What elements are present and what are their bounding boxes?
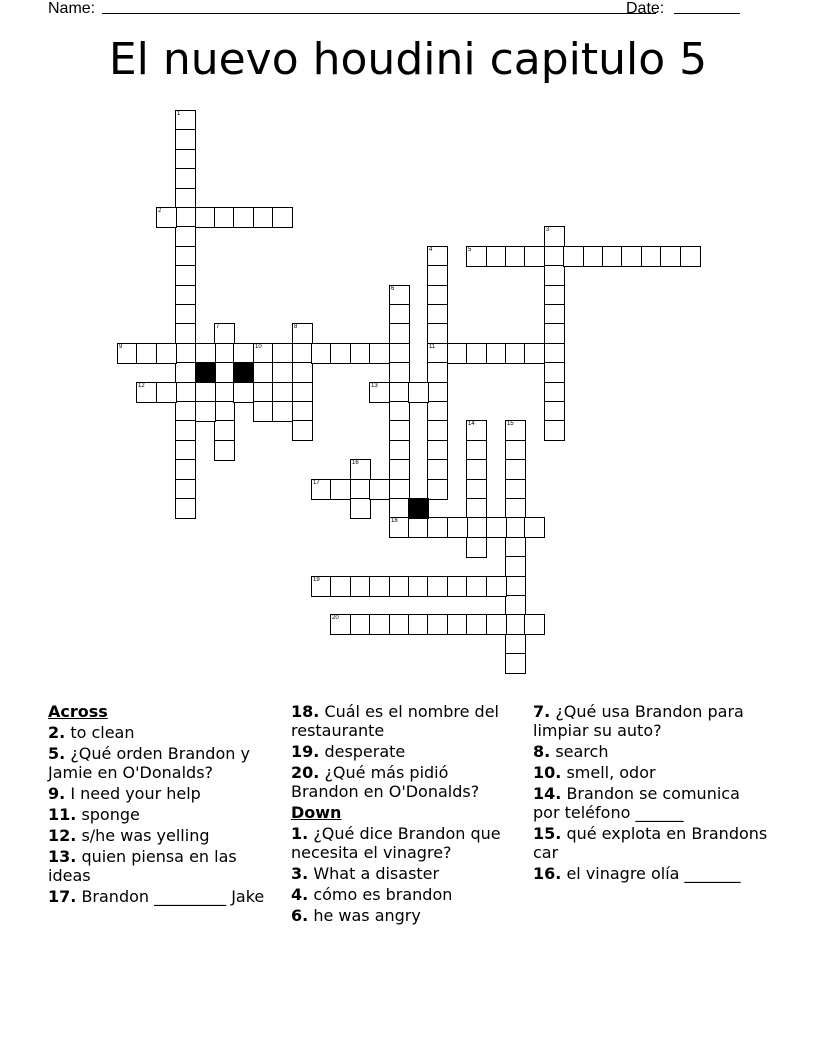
grid-cell[interactable]: [369, 576, 390, 597]
grid-cell[interactable]: [214, 343, 235, 364]
grid-cell[interactable]: [175, 188, 196, 209]
grid-cell[interactable]: [524, 246, 545, 267]
clue-number-label: 11.: [48, 805, 77, 824]
clue-number: 17: [313, 480, 320, 486]
grid-cell[interactable]: [175, 420, 196, 441]
clue-item: [48, 887, 268, 906]
grid-cell[interactable]: [505, 537, 526, 558]
grid-cell[interactable]: [369, 614, 390, 635]
grid-cell-blocked: [233, 362, 254, 383]
clue-number: 16: [352, 460, 359, 466]
grid-cell[interactable]: [214, 401, 235, 422]
grid-cell[interactable]: [427, 420, 448, 441]
grid-cell[interactable]: [621, 246, 642, 267]
grid-cell[interactable]: [505, 556, 526, 577]
clue-number-label: 19.: [291, 742, 320, 761]
grid-cell[interactable]: [641, 246, 662, 267]
clue-text: desperate: [324, 742, 406, 761]
clue-text: he was angry: [313, 906, 421, 925]
grid-cell[interactable]: [447, 343, 468, 364]
clue-text: qué explota en Brandons car: [533, 824, 768, 862]
clue-item: [533, 824, 768, 862]
grid-cell[interactable]: [427, 343, 448, 364]
clue-text: el vinagre olía _______: [566, 864, 741, 883]
grid-cell[interactable]: [214, 382, 235, 403]
clue-item: [291, 742, 516, 761]
clue-number-label: 12.: [48, 826, 77, 845]
grid-cell[interactable]: [427, 304, 448, 325]
grid-cell[interactable]: [389, 285, 410, 306]
clue-item: [291, 906, 516, 925]
grid-cell[interactable]: [253, 207, 274, 228]
clue-number: 12: [138, 383, 145, 389]
clue-number: 10: [255, 344, 262, 350]
grid-cell[interactable]: [486, 246, 507, 267]
grid-cell[interactable]: [175, 323, 196, 344]
clue-number: 9: [119, 344, 123, 350]
grid-cell[interactable]: [544, 382, 565, 403]
grid-cell[interactable]: [447, 576, 468, 597]
clue-number-label: 6.: [291, 906, 309, 925]
grid-cell[interactable]: [427, 362, 448, 383]
grid-cell[interactable]: [311, 479, 332, 500]
grid-cell[interactable]: [389, 401, 410, 422]
grid-cell[interactable]: [505, 634, 526, 655]
grid-cell[interactable]: [117, 343, 138, 364]
clue-text: s/he was yelling: [81, 826, 210, 845]
grid-cell[interactable]: [505, 440, 526, 461]
grid-cell[interactable]: [253, 382, 274, 403]
grid-cell[interactable]: [233, 343, 254, 364]
clue-number-label: 2.: [48, 723, 66, 742]
clue-number: 13: [371, 383, 378, 389]
grid-cell[interactable]: [195, 343, 216, 364]
grid-cell[interactable]: [136, 343, 157, 364]
grid-cell[interactable]: [175, 149, 196, 170]
grid-cell[interactable]: [330, 576, 351, 597]
page-title: El nuevo houdini capitulo 5: [108, 34, 708, 85]
grid-cell[interactable]: [350, 343, 371, 364]
grid-cell[interactable]: [389, 304, 410, 325]
clue-number: 4: [429, 247, 433, 253]
name-label: Name:: [48, 0, 96, 17]
grid-cell[interactable]: [447, 517, 468, 538]
grid-cell[interactable]: [175, 285, 196, 306]
grid-cell[interactable]: [427, 382, 448, 403]
grid-cell[interactable]: [505, 653, 526, 674]
clue-number: 1: [177, 111, 181, 117]
grid-cell[interactable]: [175, 440, 196, 461]
clue-item: [533, 702, 768, 740]
grid-cell[interactable]: [427, 479, 448, 500]
clue-item: [48, 723, 268, 742]
clue-number-label: 4.: [291, 885, 309, 904]
grid-cell[interactable]: [466, 420, 487, 441]
grid-cell[interactable]: [330, 614, 351, 635]
grid-cell[interactable]: [505, 498, 526, 519]
grid-cell[interactable]: [389, 362, 410, 383]
clue-number-label: 1.: [291, 824, 309, 843]
grid-cell[interactable]: [389, 459, 410, 480]
clue-column-3: [533, 702, 768, 885]
grid-cell[interactable]: [330, 479, 351, 500]
grid-cell[interactable]: [156, 343, 177, 364]
grid-cell[interactable]: [427, 265, 448, 286]
grid-cell[interactable]: [272, 207, 293, 228]
clue-text: to clean: [70, 723, 135, 742]
clue-text: sponge: [81, 805, 140, 824]
grid-cell[interactable]: [369, 479, 390, 500]
grid-cell[interactable]: [156, 207, 177, 228]
date-label: Date:: [626, 0, 665, 17]
grid-cell[interactable]: [544, 323, 565, 344]
grid-cell[interactable]: [466, 343, 487, 364]
grid-cell[interactable]: [214, 420, 235, 441]
clue-number-label: 20.: [291, 763, 320, 782]
grid-cell[interactable]: [408, 382, 429, 403]
grid-cell[interactable]: [524, 614, 545, 635]
clue-text: cómo es brandon: [313, 885, 453, 904]
grid-cell[interactable]: [214, 323, 235, 344]
clue-item: [48, 784, 268, 803]
grid-cell[interactable]: [272, 343, 293, 364]
clue-number: 5: [468, 247, 472, 253]
grid-cell[interactable]: [175, 382, 196, 403]
grid-cell[interactable]: [486, 576, 507, 597]
grid-cell[interactable]: [544, 285, 565, 306]
grid-cell[interactable]: [427, 440, 448, 461]
grid-cell[interactable]: [175, 246, 196, 267]
grid-cell[interactable]: [350, 479, 371, 500]
clue-number: 3: [546, 227, 550, 233]
grid-cell[interactable]: [292, 401, 313, 422]
grid-cell[interactable]: [660, 246, 681, 267]
grid-cell[interactable]: [175, 207, 196, 228]
grid-cell[interactable]: [369, 343, 390, 364]
clue-item: [533, 864, 768, 883]
grid-cell[interactable]: [505, 517, 526, 538]
grid-cell[interactable]: [369, 382, 390, 403]
grid-cell[interactable]: [253, 362, 274, 383]
grid-cell[interactable]: [311, 576, 332, 597]
clue-column-2: [291, 702, 516, 927]
grid-cell[interactable]: [292, 323, 313, 344]
grid-cell[interactable]: [466, 479, 487, 500]
clue-item: [48, 805, 268, 824]
clue-text: What a disaster: [313, 864, 440, 883]
clue-number: 7: [216, 324, 220, 330]
clue-number: 6: [391, 286, 395, 292]
clue-item: [48, 847, 268, 885]
grid-cell[interactable]: [427, 614, 448, 635]
grid-cell-blocked: [195, 362, 216, 383]
clue-text: ¿Qué dice Brandon que necesita el vinagre?: [291, 824, 501, 862]
grid-cell[interactable]: [175, 168, 196, 189]
grid-cell[interactable]: [389, 614, 410, 635]
grid-cell[interactable]: [427, 246, 448, 267]
grid-cell[interactable]: [505, 576, 526, 597]
grid-cell[interactable]: [427, 285, 448, 306]
clue-text: search: [555, 742, 609, 761]
clue-number-label: 14.: [533, 784, 562, 803]
clue-number-label: 15.: [533, 824, 562, 843]
clue-number-label: 9.: [48, 784, 66, 803]
clue-column-1: [48, 702, 268, 908]
section-heading-across: Across: [48, 702, 108, 721]
grid-cell[interactable]: [272, 401, 293, 422]
grid-cell[interactable]: [175, 343, 196, 364]
grid-cell[interactable]: [272, 382, 293, 403]
clue-text: quien piensa en las ideas: [48, 847, 237, 885]
clue-number: 11: [429, 344, 436, 350]
grid-cell[interactable]: [486, 517, 507, 538]
grid-cell[interactable]: [195, 207, 216, 228]
clue-number-label: 16.: [533, 864, 562, 883]
grid-cell[interactable]: [427, 401, 448, 422]
grid-cell[interactable]: [427, 576, 448, 597]
grid-cell[interactable]: [466, 517, 487, 538]
clue-number-label: 13.: [48, 847, 77, 866]
clue-number-label: 7.: [533, 702, 551, 721]
grid-cell[interactable]: [583, 246, 604, 267]
grid-cell[interactable]: [175, 110, 196, 131]
grid-cell[interactable]: [680, 246, 701, 267]
grid-cell[interactable]: [466, 576, 487, 597]
grid-cell[interactable]: [292, 343, 313, 364]
clue-number: 19: [313, 577, 320, 583]
grid-cell[interactable]: [253, 343, 274, 364]
grid-cell[interactable]: [505, 459, 526, 480]
grid-cell[interactable]: [563, 246, 584, 267]
grid-cell[interactable]: [505, 420, 526, 441]
grid-cell[interactable]: [486, 614, 507, 635]
grid-cell[interactable]: [466, 246, 487, 267]
grid-cell[interactable]: [389, 479, 410, 500]
grid-cell[interactable]: [544, 304, 565, 325]
grid-cell[interactable]: [544, 401, 565, 422]
clue-number-label: 8.: [533, 742, 551, 761]
grid-cell[interactable]: [214, 362, 235, 383]
grid-cell[interactable]: [389, 517, 410, 538]
grid-cell[interactable]: [350, 498, 371, 519]
clue-number: 2: [158, 208, 162, 214]
grid-cell[interactable]: [427, 517, 448, 538]
grid-cell[interactable]: [427, 323, 448, 344]
grid-cell[interactable]: [389, 323, 410, 344]
clue-number-label: 17.: [48, 887, 77, 906]
grid-cell[interactable]: [214, 207, 235, 228]
grid-cell[interactable]: [466, 614, 487, 635]
grid-cell[interactable]: [175, 265, 196, 286]
grid-cell[interactable]: [466, 498, 487, 519]
clue-item: [533, 763, 768, 782]
clue-item: [291, 702, 516, 740]
clue-number-label: 3.: [291, 864, 309, 883]
grid-cell[interactable]: [466, 459, 487, 480]
grid-cell[interactable]: [544, 362, 565, 383]
grid-cell[interactable]: [466, 440, 487, 461]
grid-cell[interactable]: [175, 401, 196, 422]
grid-cell[interactable]: [389, 440, 410, 461]
grid-cell[interactable]: [175, 479, 196, 500]
grid-cell[interactable]: [292, 420, 313, 441]
grid-cell[interactable]: [389, 343, 410, 364]
grid-cell[interactable]: [524, 343, 545, 364]
clue-text: Cuál es el nombre del restaurante: [291, 702, 499, 740]
grid-cell[interactable]: [544, 246, 565, 267]
clue-item: [291, 824, 516, 862]
grid-cell[interactable]: [466, 537, 487, 558]
grid-cell[interactable]: [389, 382, 410, 403]
clue-item: [533, 742, 768, 761]
clue-item: [533, 784, 768, 822]
clue-item: [48, 744, 268, 782]
grid-cell[interactable]: [389, 498, 410, 519]
grid-cell[interactable]: [505, 614, 526, 635]
grid-cell[interactable]: [486, 343, 507, 364]
grid-cell[interactable]: [408, 517, 429, 538]
clue-number: 8: [294, 324, 298, 330]
grid-cell[interactable]: [195, 401, 216, 422]
clue-number: 14: [468, 421, 475, 427]
grid-cell[interactable]: [292, 362, 313, 383]
grid-cell[interactable]: [175, 459, 196, 480]
grid-cell[interactable]: [330, 343, 351, 364]
grid-cell[interactable]: [253, 401, 274, 422]
grid-cell[interactable]: [350, 614, 371, 635]
clue-number: 15: [507, 421, 514, 427]
grid-cell[interactable]: [311, 343, 332, 364]
grid-cell[interactable]: [233, 207, 254, 228]
grid-cell[interactable]: [175, 304, 196, 325]
clue-number: 20: [332, 615, 339, 621]
clue-text: Brandon se comunica por teléfono ______: [533, 784, 740, 822]
clue-text: smell, odor: [566, 763, 656, 782]
grid-cell[interactable]: [505, 343, 526, 364]
grid-cell[interactable]: [272, 362, 293, 383]
grid-cell[interactable]: [544, 265, 565, 286]
clue-text: ¿Qué más pidió Brandon en O'Donalds?: [291, 763, 480, 801]
grid-cell[interactable]: [175, 226, 196, 247]
clue-item: [291, 763, 516, 801]
grid-cell-blocked: [408, 498, 429, 519]
clue-number-label: 5.: [48, 744, 66, 763]
grid-cell[interactable]: [447, 614, 468, 635]
grid-cell[interactable]: [524, 517, 545, 538]
grid-cell[interactable]: [292, 382, 313, 403]
grid-cell[interactable]: [233, 382, 254, 403]
grid-cell[interactable]: [544, 420, 565, 441]
grid-cell[interactable]: [544, 343, 565, 364]
grid-cell[interactable]: [408, 576, 429, 597]
clue-item: [291, 864, 516, 883]
clue-text: ¿Qué orden Brandon y Jamie en O'Donalds?: [48, 744, 250, 782]
grid-cell[interactable]: [389, 420, 410, 441]
grid-cell[interactable]: [350, 459, 371, 480]
grid-cell[interactable]: [544, 226, 565, 247]
clue-item: [291, 885, 516, 904]
grid-cell[interactable]: [408, 614, 429, 635]
grid-cell[interactable]: [602, 246, 623, 267]
grid-cell[interactable]: [136, 382, 157, 403]
clue-text: ¿Qué usa Brandon para limpiar su auto?: [533, 702, 744, 740]
grid-cell[interactable]: [175, 362, 196, 383]
clue-number: 18: [391, 518, 398, 524]
grid-cell[interactable]: [214, 440, 235, 461]
grid-cell[interactable]: [350, 576, 371, 597]
grid-cell[interactable]: [505, 479, 526, 500]
clue-item: [48, 826, 268, 845]
grid-cell[interactable]: [175, 129, 196, 150]
grid-cell[interactable]: [505, 595, 526, 616]
clue-text: I need your help: [70, 784, 201, 803]
clue-number-label: 10.: [533, 763, 562, 782]
grid-cell[interactable]: [389, 576, 410, 597]
grid-cell[interactable]: [195, 382, 216, 403]
grid-cell[interactable]: [505, 246, 526, 267]
clue-text: Brandon _________ Jake: [81, 887, 265, 906]
clue-number-label: 18.: [291, 702, 320, 721]
grid-cell[interactable]: [427, 459, 448, 480]
grid-cell[interactable]: [156, 382, 177, 403]
grid-cell[interactable]: [175, 498, 196, 519]
section-heading-down: Down: [291, 803, 342, 822]
